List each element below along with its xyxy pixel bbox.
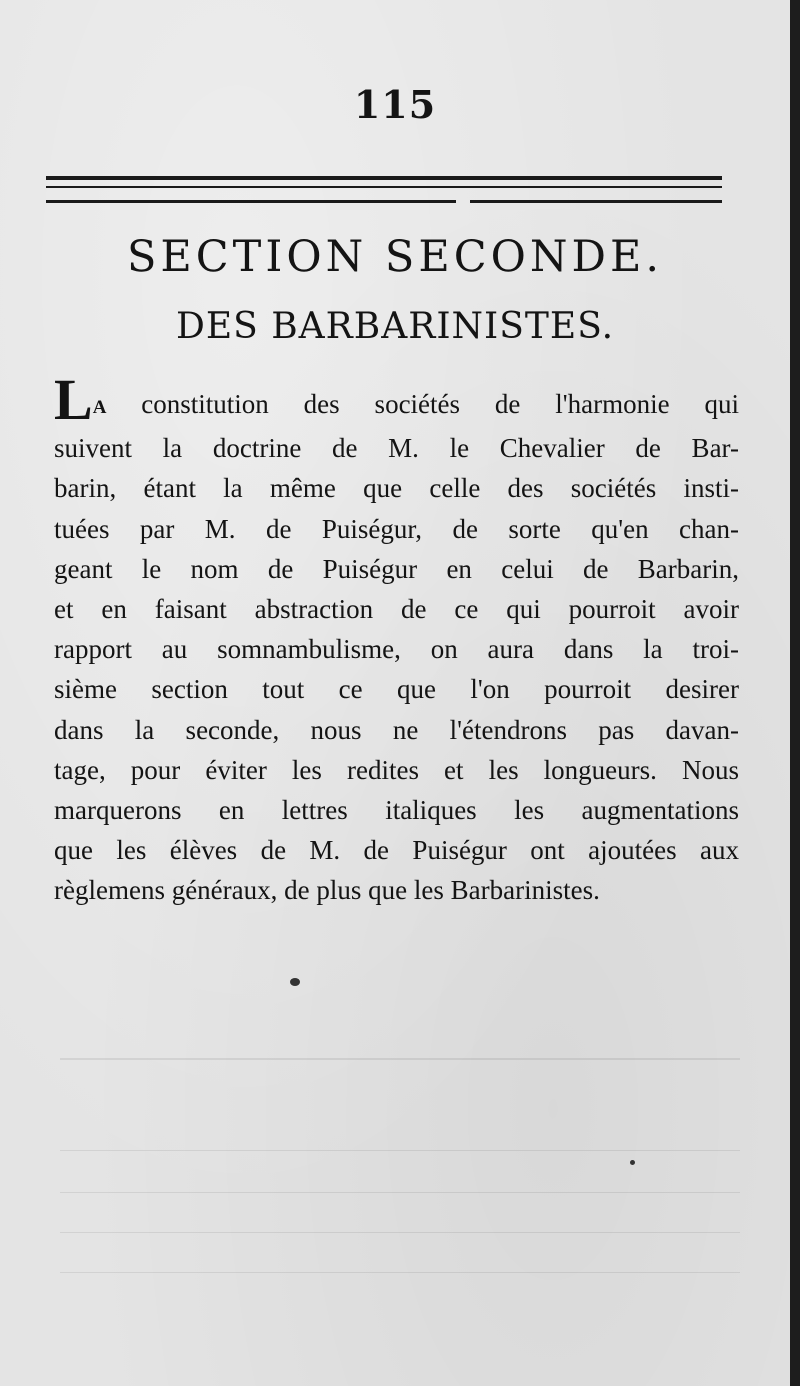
- text-line: geant le nom de Puiségur en celui de Barbarin,: [54, 553, 739, 584]
- header-rule-thick: [46, 176, 722, 180]
- text-line: tuées par M. de Puiségur, de sorte qu'en chan-: [54, 513, 739, 544]
- text-line: que les élèves de M. de Puiségur ont ajoutées aux: [54, 835, 739, 866]
- dropcap-smallcap: A: [92, 397, 107, 418]
- text-line: sième section tout ce que l'on pourroit desirer: [54, 674, 739, 705]
- dropcap: L: [54, 367, 93, 432]
- text-line: barin, étant la même que celle des sociétés insti-: [54, 473, 739, 504]
- bleed-through-rule: [60, 1058, 740, 1060]
- text-line-1: [54, 367, 739, 432]
- header-rule-right: [470, 200, 722, 203]
- section-subtitle: DES BARBARINISTES.: [175, 306, 615, 347]
- header-rule-thin: [46, 186, 722, 188]
- page-edge: [790, 0, 800, 1386]
- section-title: SECTION SECONDE.: [126, 232, 664, 282]
- line-text: constitution des sociétés de l'harmonie qui: [106, 389, 739, 419]
- body-paragraph: [54, 367, 739, 911]
- text-line-last: règlemens généraux, de plus que les Barbarinistes.: [54, 875, 600, 906]
- ink-speck: [630, 1160, 635, 1165]
- text-line: tage, pour éviter les redites et les longueurs. Nous: [54, 754, 739, 785]
- bleed-through-line: [60, 1150, 740, 1151]
- bleed-through-line: [60, 1192, 740, 1193]
- text-line: marquerons en lettres italiques les augmentations: [54, 795, 739, 826]
- text-line: rapport au somnambulisme, on aura dans la troi-: [54, 634, 739, 665]
- bleed-through-line: [60, 1232, 740, 1233]
- ink-speck: [290, 978, 300, 986]
- text-line: suivent la doctrine de M. le Chevalier de Bar-: [54, 433, 739, 464]
- bleed-through-line: [60, 1272, 740, 1273]
- text-line: dans la seconde, nous ne l'étendrons pas davan-: [54, 714, 739, 745]
- page-number: 115: [353, 82, 437, 127]
- text-line: et en faisant abstraction de ce qui pourroit avoir: [54, 594, 739, 625]
- header-rule-left: [46, 200, 456, 203]
